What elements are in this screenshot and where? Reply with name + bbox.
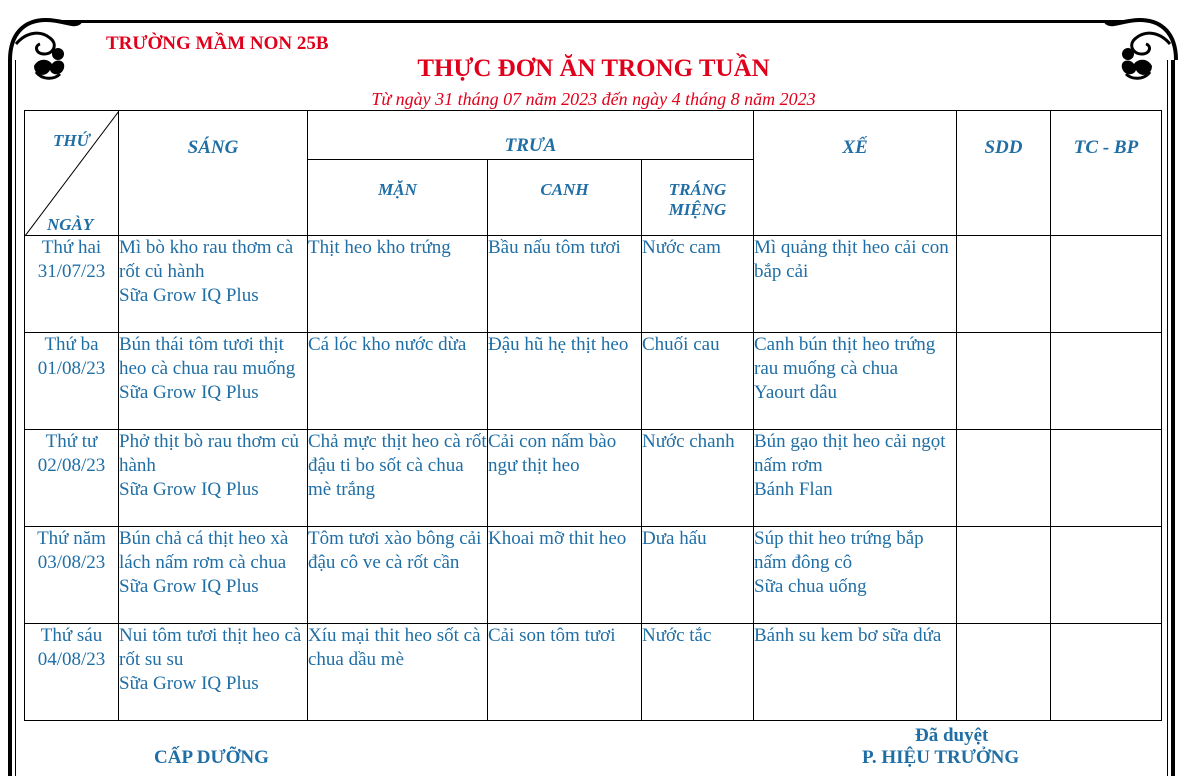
sang-milk: Sữa Grow IQ Plus: [119, 673, 259, 694]
sang-dish: Phở thịt bò rau thơm củ hành: [119, 431, 299, 476]
header-canh: CANH: [488, 160, 642, 236]
tc-bp-cell: [1051, 236, 1162, 333]
sdd-cell: [957, 333, 1051, 430]
canh-cell: Cải con nấm bào ngư thịt heo: [488, 430, 642, 527]
xe-extra: Yaourt dâu: [754, 382, 838, 403]
canh-cell: Đậu hũ hẹ thịt heo: [488, 333, 642, 430]
xe-cell: [754, 527, 957, 624]
header-sdd: SDD: [957, 111, 1051, 236]
xe-dish: Mì quảng thịt heo cải con bắp cải: [754, 237, 949, 282]
header-day-date: [25, 111, 119, 236]
sang-milk: Sữa Grow IQ Plus: [119, 382, 259, 403]
man-cell: Chả mực thịt heo cà rốt đậu ti bo sốt cà chua mè trắng: [308, 430, 488, 527]
day-cell: [25, 624, 119, 721]
school-name: TRƯỜNG MẦM NON 25B: [106, 33, 329, 54]
day-name: Thứ năm: [37, 528, 106, 549]
sang-dish: Bún thái tôm tươi thịt heo cà chua rau muống: [119, 334, 296, 379]
day-date: 31/07/23: [37, 261, 106, 282]
tc-bp-cell: [1051, 527, 1162, 624]
header-trang-mieng-line1: TRÁNG: [668, 180, 727, 199]
vice-principal-signature: P. HIỆU TRƯỞNG: [862, 747, 1020, 768]
day-date: 04/08/23: [37, 649, 106, 670]
xe-dish: Canh bún thịt heo trứng rau muống cà chua: [754, 334, 936, 379]
cap-duong-signature: CẤP DƯỠNG: [154, 747, 269, 768]
sang-dish: Mì bò kho rau thơm cà rốt củ hành: [119, 237, 294, 282]
frame-left-line-inner: [15, 60, 16, 776]
sang-milk: Sữa Grow IQ Plus: [119, 576, 259, 597]
sang-dish: Bún chả cá thịt heo xà lách nấm rơm cà chua: [119, 528, 289, 573]
xe-dish: Bánh su kem bơ sữa dứa: [754, 625, 942, 646]
header-thu: THỨ: [53, 131, 90, 150]
day-cell: [25, 430, 119, 527]
header-trua: TRƯA: [308, 111, 754, 160]
tc-bp-cell: [1051, 430, 1162, 527]
trang-mieng-cell: Chuối cau: [642, 333, 754, 430]
table-row: [25, 430, 1162, 527]
table-row: [25, 333, 1162, 430]
man-cell: Thịt heo kho trứng: [308, 236, 488, 333]
day-date: 02/08/23: [37, 455, 106, 476]
day-cell: [25, 236, 119, 333]
page-title: THỰC ĐƠN ĂN TRONG TUẦN: [417, 55, 770, 82]
date-range: Từ ngày 31 tháng 07 năm 2023 đến ngày 4 tháng 8 năm 2023: [371, 89, 816, 109]
xe-cell: [754, 624, 957, 721]
xe-cell: [754, 333, 957, 430]
sang-cell: [119, 624, 308, 721]
sang-cell: [119, 333, 308, 430]
trang-mieng-cell: Nước chanh: [642, 430, 754, 527]
header-row: [25, 111, 1162, 160]
header-man: MẶN: [308, 160, 488, 236]
xe-cell: [754, 430, 957, 527]
canh-cell: Khoai mỡ thit heo: [488, 527, 642, 624]
frame-right-line-inner: [1167, 60, 1168, 776]
day-name: Thứ sáu: [40, 625, 103, 646]
tc-bp-cell: [1051, 624, 1162, 721]
table-row: [25, 527, 1162, 624]
man-cell: Tôm tươi xào bông cải đậu cô ve cà rốt cần: [308, 527, 488, 624]
header-trang-mieng: [642, 160, 754, 236]
canh-cell: Cải son tôm tươi: [488, 624, 642, 721]
sdd-cell: [957, 624, 1051, 721]
frame-right-line: [1171, 60, 1175, 776]
sang-cell: [119, 236, 308, 333]
header-tc-bp: TC - BP: [1051, 111, 1162, 236]
sdd-cell: [957, 236, 1051, 333]
trang-mieng-cell: Nước tắc: [642, 624, 754, 721]
day-date: 01/08/23: [37, 358, 106, 379]
frame-top-line: [60, 20, 1125, 23]
xe-dish: Súp thit heo trứng bắp nấm đông cô: [754, 528, 924, 573]
xe-dish: Bún gạo thịt heo cải ngọt nấm rơm: [754, 431, 946, 476]
header-sang: SÁNG: [119, 111, 308, 236]
man-cell: Cá lóc kho nước dừa: [308, 333, 488, 430]
day-cell: [25, 527, 119, 624]
sang-milk: Sữa Grow IQ Plus: [119, 285, 259, 306]
header-xe: XẾ: [754, 111, 957, 236]
canh-cell: Bầu nấu tôm tươi: [488, 236, 642, 333]
sang-milk: Sữa Grow IQ Plus: [119, 479, 259, 500]
sdd-cell: [957, 527, 1051, 624]
day-cell: [25, 333, 119, 430]
xe-extra: Sữa chua uống: [754, 576, 867, 597]
approved-label: Đã duyệt: [915, 725, 989, 746]
day-date: 03/08/23: [37, 552, 106, 573]
sang-cell: [119, 527, 308, 624]
sang-dish: Nui tôm tươi thịt heo cà rốt su su: [119, 625, 302, 670]
trang-mieng-cell: Nước cam: [642, 236, 754, 333]
header-ngay: NGÀY: [47, 215, 94, 234]
weekly-menu-table: [24, 110, 1162, 721]
frame-left-line: [8, 60, 12, 776]
day-name: Thứ tư: [45, 431, 98, 452]
xe-extra: Bánh Flan: [754, 479, 833, 500]
xe-cell: [754, 236, 957, 333]
header-trang-mieng-line2: MIỆNG: [668, 200, 727, 219]
table-row: [25, 236, 1162, 333]
day-name: Thứ hai: [41, 237, 102, 258]
tc-bp-cell: [1051, 333, 1162, 430]
man-cell: Xíu mại thit heo sốt cà chua dầu mè: [308, 624, 488, 721]
day-name: Thứ ba: [44, 334, 99, 355]
table-row: [25, 624, 1162, 721]
sdd-cell: [957, 430, 1051, 527]
sang-cell: [119, 430, 308, 527]
trang-mieng-cell: Dưa hấu: [642, 527, 754, 624]
